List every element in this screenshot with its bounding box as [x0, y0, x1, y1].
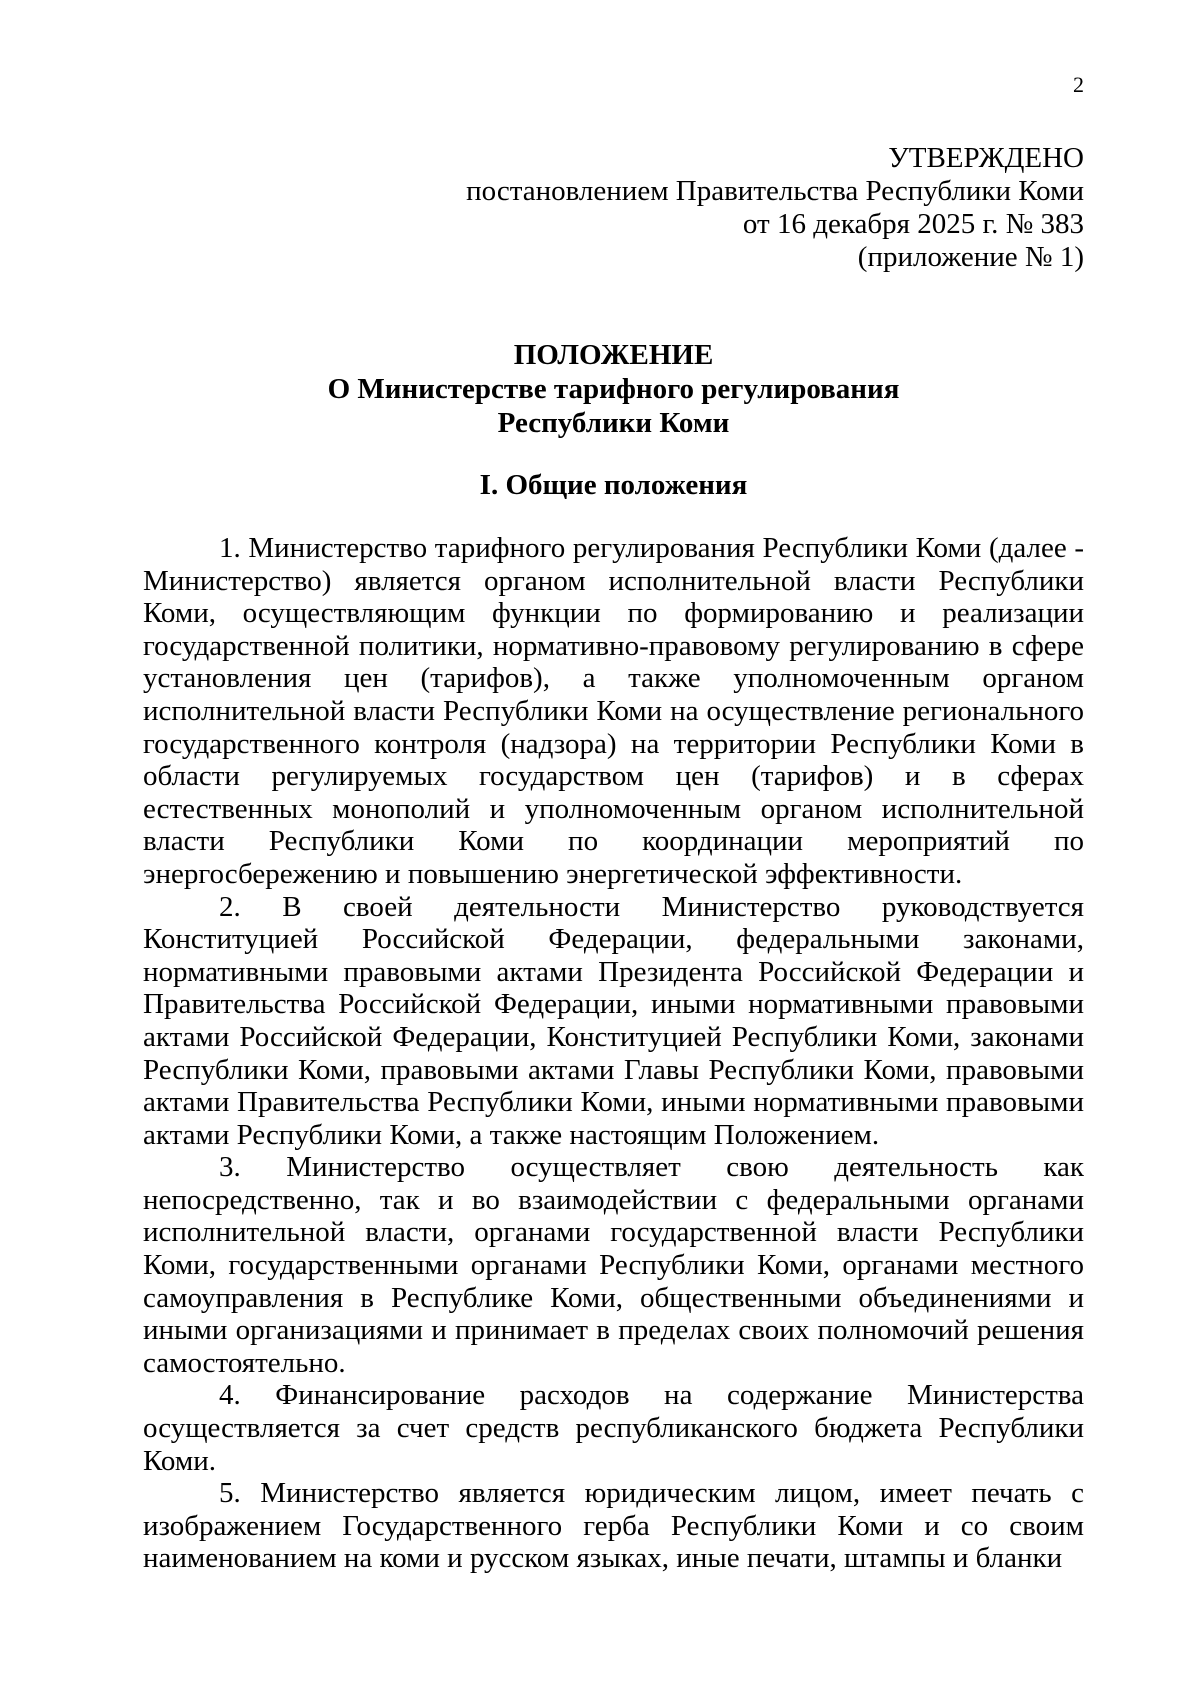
- document-body: [143, 532, 1084, 1575]
- paragraph-1: 1. Министерство тарифного регулирования Республики Коми (далее - Министерство) является органом исполнительной власти Республики Коми, осуществляющим функции по формированию и реализации государственной политики, нормативно-правовому регулированию в сфере установления цен (тарифов), а также уполномоченным органом исполнительной власти Республики Коми на осуществление регионального государственного контроля (надзора) на территории Республики Коми в области регулируемых государством цен (тарифов) и в сферах естественных монополий и уполномоченным органом исполнительной власти Республики Коми по координации мероприятий по энергосбережению и повышению энергетической эффективности.: [143, 532, 1084, 890]
- paragraph-2: 2. В своей деятельности Министерство руководствуется Конституцией Российской Федерации, федеральными законами, нормативными правовыми актами Президента Российской Федерации и Правительства Российской Федерации, иными нормативными правовыми актами Российской Федерации, Конституцией Республики Коми, законами Республики Коми, правовыми актами Главы Республики Коми, правовыми актами Правительства Республики Коми, иными нормативными правовыми актами Республики Коми, а также настоящим Положением.: [143, 890, 1084, 1151]
- document-title: [143, 338, 1084, 440]
- approval-date-line: от 16 декабря 2025 г. № 383: [742, 208, 1084, 240]
- title-line-3: Республики Коми: [497, 407, 730, 439]
- title-line-2: О Министерстве тарифного регулирования: [327, 373, 900, 405]
- paragraph-3: 3. Министерство осуществляет свою деятельность как непосредственно, так и во взаимодействии с федеральными органами исполнительной власти, органами государственной власти Республики Коми, государственными органами Республики Коми, органами местного самоуправления в Республике Коми, общественными объединениями и иными организациями и принимает в пределах своих полномочий решения самостоятельно.: [143, 1151, 1084, 1379]
- approval-appendix-line: (приложение № 1): [857, 241, 1084, 273]
- page-number: 2: [1073, 72, 1084, 97]
- title-line-1: ПОЛОЖЕНИЕ: [513, 339, 714, 371]
- paragraph-4: 4. Финансирование расходов на содержание Министерства осуществляется за счет средств республиканского бюджета Республики Коми.: [143, 1379, 1084, 1477]
- approval-stamp-block: [466, 142, 1084, 274]
- paragraph-5: 5. Министерство является юридическим лицом, имеет печать с изображением Государственного герба Республики Коми и со своим наименованием на коми и русском языках, иные печати, штампы и бланки: [143, 1477, 1084, 1575]
- approval-resolution-line: постановлением Правительства Республики Коми: [466, 175, 1084, 207]
- section-heading: I. Общие положения: [479, 469, 748, 501]
- approval-heading: УТВЕРЖДЕНО: [888, 142, 1084, 174]
